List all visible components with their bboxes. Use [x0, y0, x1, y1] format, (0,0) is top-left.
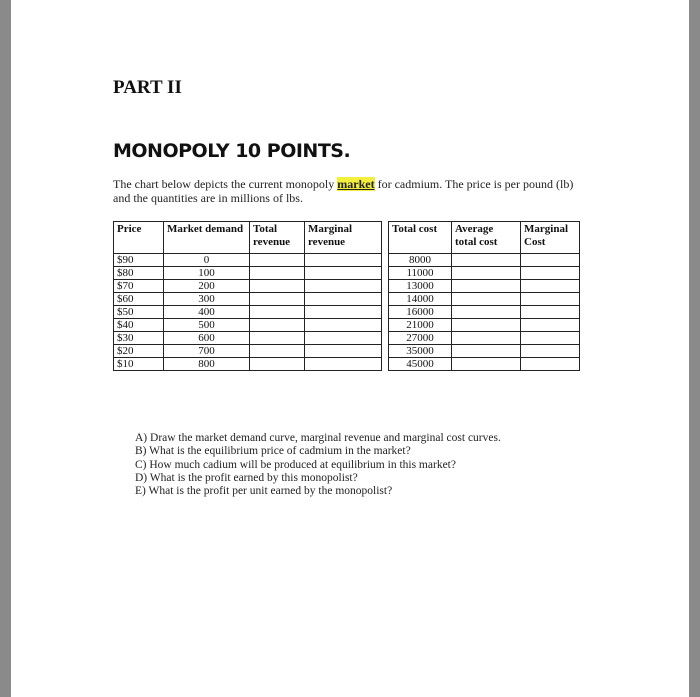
cell-total-revenue	[250, 306, 305, 319]
question-list	[135, 432, 501, 498]
cell-total-cost: 14000	[389, 293, 452, 306]
column-gap	[382, 293, 389, 306]
column-gap	[382, 254, 389, 267]
cell-marginal-revenue	[305, 254, 382, 267]
cell-total-cost: 35000	[389, 345, 452, 358]
cell-marginal-revenue	[305, 345, 382, 358]
cell-market-demand: 700	[164, 345, 250, 358]
cell-marginal-cost	[521, 306, 580, 319]
cell-average-total-cost	[452, 319, 521, 332]
column-gap	[382, 345, 389, 358]
cell-market-demand: 200	[164, 280, 250, 293]
header-marginal-cost: Marginal Cost	[521, 222, 580, 254]
intro-paragraph	[113, 177, 583, 205]
cell-total-revenue	[250, 358, 305, 371]
question-c: C) How much cadium will be produced at equilibrium in this market?	[135, 458, 456, 471]
cell-total-revenue	[250, 345, 305, 358]
cell-marginal-revenue	[305, 358, 382, 371]
cell-marginal-revenue	[305, 280, 382, 293]
highlighted-word: market	[337, 177, 375, 191]
cell-total-cost: 8000	[389, 254, 452, 267]
cell-price: $20	[114, 345, 164, 358]
part-title: PART II	[113, 77, 182, 98]
cell-market-demand: 400	[164, 306, 250, 319]
column-gap	[382, 306, 389, 319]
cell-marginal-cost	[521, 267, 580, 280]
intro-text-end: for cadmium. The price is per pound (lb) and the quantities are in millions of lbs.	[113, 177, 574, 205]
cell-marginal-cost	[521, 280, 580, 293]
cell-average-total-cost	[452, 280, 521, 293]
cell-market-demand: 300	[164, 293, 250, 306]
cell-marginal-revenue	[305, 319, 382, 332]
document-page	[11, 0, 689, 697]
cell-total-revenue	[250, 319, 305, 332]
header-market-demand: Market demand	[164, 222, 250, 254]
cell-price: $40	[114, 319, 164, 332]
column-gap	[382, 319, 389, 332]
cell-market-demand: 0	[164, 254, 250, 267]
cell-average-total-cost	[452, 345, 521, 358]
column-gap	[382, 280, 389, 293]
table-header-row	[114, 222, 580, 254]
question-b: B) What is the equilibrium price of cadmium in the market?	[135, 445, 411, 458]
header-price: Price	[114, 222, 164, 254]
table-row	[114, 280, 580, 293]
cell-total-cost: 16000	[389, 306, 452, 319]
section-title: MONOPOLY 10 POINTS.	[113, 140, 351, 162]
table-row	[114, 319, 580, 332]
cell-price: $90	[114, 254, 164, 267]
question-d: D) What is the profit earned by this monopolist?	[135, 471, 358, 484]
cell-total-revenue	[250, 293, 305, 306]
intro-text-start: The chart below depicts the current monopoly	[113, 177, 338, 191]
cell-marginal-revenue	[305, 306, 382, 319]
cell-price: $30	[114, 332, 164, 345]
cell-total-cost: 13000	[389, 280, 452, 293]
cell-total-cost: 21000	[389, 319, 452, 332]
cell-average-total-cost	[452, 358, 521, 371]
cell-marginal-revenue	[305, 332, 382, 345]
cell-price: $50	[114, 306, 164, 319]
cell-average-total-cost	[452, 306, 521, 319]
cell-marginal-cost	[521, 358, 580, 371]
cell-price: $10	[114, 358, 164, 371]
cell-total-revenue	[250, 280, 305, 293]
header-marginal-revenue: Marginal revenue	[305, 222, 382, 254]
cell-average-total-cost	[452, 293, 521, 306]
cell-total-revenue	[250, 332, 305, 345]
column-gap	[382, 222, 389, 254]
cell-price: $70	[114, 280, 164, 293]
cell-marginal-cost	[521, 319, 580, 332]
cell-price: $80	[114, 267, 164, 280]
cell-marginal-cost	[521, 345, 580, 358]
cell-marginal-cost	[521, 293, 580, 306]
cell-average-total-cost	[452, 254, 521, 267]
cell-total-cost: 11000	[389, 267, 452, 280]
cell-total-cost: 27000	[389, 332, 452, 345]
column-gap	[382, 267, 389, 280]
cell-total-cost: 45000	[389, 358, 452, 371]
header-total-revenue: Total revenue	[250, 222, 305, 254]
cell-total-revenue	[250, 267, 305, 280]
table-row	[114, 293, 580, 306]
cell-market-demand: 500	[164, 319, 250, 332]
table-row	[114, 254, 580, 267]
column-gap	[382, 332, 389, 345]
table-row	[114, 345, 580, 358]
cell-market-demand: 600	[164, 332, 250, 345]
cell-marginal-cost	[521, 254, 580, 267]
table-row	[114, 358, 580, 371]
table-row	[114, 332, 580, 345]
table-row	[114, 267, 580, 280]
cell-marginal-revenue	[305, 267, 382, 280]
cell-marginal-revenue	[305, 293, 382, 306]
header-total-cost: Total cost	[389, 222, 452, 254]
cell-marginal-cost	[521, 332, 580, 345]
cell-market-demand: 100	[164, 267, 250, 280]
cell-total-revenue	[250, 254, 305, 267]
cell-price: $60	[114, 293, 164, 306]
question-a: A) Draw the market demand curve, marginal revenue and marginal cost curves.	[135, 432, 501, 444]
column-gap	[382, 358, 389, 371]
question-e: E) What is the profit per unit earned by the monopolist?	[135, 485, 393, 498]
cell-average-total-cost	[452, 332, 521, 345]
cell-average-total-cost	[452, 267, 521, 280]
header-average-total-cost: Average total cost	[452, 222, 521, 254]
table-row	[114, 306, 580, 319]
cell-market-demand: 800	[164, 358, 250, 371]
cost-revenue-table	[113, 221, 580, 371]
